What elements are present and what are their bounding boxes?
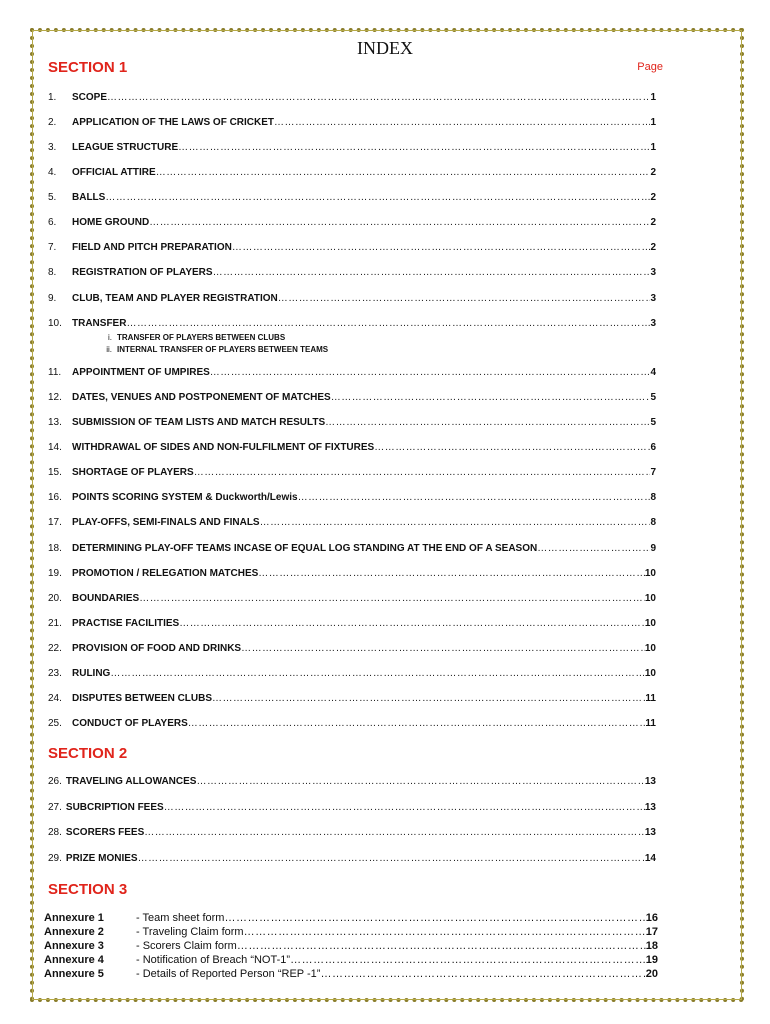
entry-number: 28. — [48, 827, 62, 838]
toc-entry — [48, 802, 656, 816]
entry-number: 19. — [48, 568, 62, 579]
entry-page: 14 — [644, 853, 656, 864]
entry-number: 13. — [48, 417, 62, 428]
dot-leader — [107, 92, 650, 103]
toc-entry — [48, 668, 656, 682]
toc-entry — [48, 442, 656, 456]
dot-leader — [179, 618, 645, 629]
entry-page: 10 — [644, 668, 656, 679]
toc-entry — [48, 92, 656, 106]
entry-label: RULING — [72, 668, 111, 679]
entry-number: 29. — [48, 853, 62, 864]
toc-entry — [48, 242, 656, 256]
entry-page: 13 — [644, 802, 656, 813]
annexure-label: Annexure 5 — [44, 968, 104, 980]
entry-number: 9. — [48, 293, 57, 304]
entry-page: 2 — [650, 167, 656, 178]
annexure-page: 19 — [645, 954, 658, 966]
entry-number: 17. — [48, 517, 62, 528]
entry-page: 1 — [650, 117, 656, 128]
dot-leader — [241, 643, 645, 654]
entry-page: 13 — [644, 776, 656, 787]
subitem-label: TRANSFER OF PLAYERS BETWEEN CLUBS — [117, 333, 286, 342]
annexure-label: Annexure 3 — [44, 940, 104, 952]
entry-label: HOME GROUND — [72, 217, 150, 228]
entry-number: 2. — [48, 117, 57, 128]
entry-number: 4. — [48, 167, 57, 178]
entry-number: 14. — [48, 442, 62, 453]
entry-number: 1. — [48, 92, 57, 103]
entry-page: 1 — [650, 142, 656, 153]
entry-number: 10. — [48, 318, 62, 329]
section-2-heading: SECTION 2 — [48, 745, 128, 762]
entry-label: PROVISION OF FOOD AND DRINKS — [72, 643, 242, 654]
dot-leader — [232, 242, 651, 253]
dot-leader — [331, 392, 651, 403]
entry-number: 16. — [48, 492, 62, 503]
toc-entry — [48, 217, 656, 231]
entry-number: 18. — [48, 543, 62, 554]
dot-leader — [110, 668, 645, 679]
entry-label: TRAVELING ALLOWANCES — [65, 776, 197, 787]
dot-leader — [164, 802, 645, 813]
annexure-entry — [44, 954, 658, 968]
toc-entry — [48, 568, 656, 582]
entry-number: 8. — [48, 267, 57, 278]
entry-label: WITHDRAWAL OF SIDES AND NON-FULFILMENT OF FIXTURES — [72, 442, 375, 453]
entry-page: 10 — [644, 568, 656, 579]
entry-number: 11. — [48, 367, 62, 378]
toc-entry — [48, 167, 656, 181]
annexure-description: - Traveling Claim form — [136, 926, 244, 938]
dot-leader — [290, 954, 646, 966]
annexure-label: Annexure 4 — [44, 954, 104, 966]
page-column-heading: Page — [637, 61, 663, 73]
dot-leader — [156, 167, 651, 178]
entry-label: POINTS SCORING SYSTEM & Duckworth/Lewis — [72, 492, 298, 503]
dot-leader — [149, 217, 650, 228]
entry-label: SUBMISSION OF TEAM LISTS AND MATCH RESULTS — [72, 417, 326, 428]
entry-number: 21. — [48, 618, 62, 629]
entry-label: PRIZE MONIES — [65, 853, 138, 864]
dot-leader — [138, 853, 645, 864]
entry-number: 20. — [48, 593, 62, 604]
toc-entry — [48, 293, 656, 307]
toc-entry — [48, 693, 656, 707]
entry-page: 8 — [650, 517, 656, 528]
entry-page: 2 — [650, 217, 656, 228]
toc-entry — [48, 593, 656, 607]
toc-entry — [48, 192, 656, 206]
entry-label: APPOINTMENT OF UMPIRES — [72, 367, 210, 378]
entry-number: 27. — [48, 802, 62, 813]
annexure-entry — [44, 926, 658, 940]
toc-entry — [48, 827, 656, 841]
toc-entry — [48, 267, 656, 281]
toc-entry — [48, 142, 656, 156]
dot-leader — [105, 192, 650, 203]
dot-leader — [194, 467, 651, 478]
annexure-page: 18 — [645, 940, 658, 952]
toc-entry — [48, 718, 656, 732]
entry-number: 12. — [48, 392, 62, 403]
dot-leader — [126, 318, 650, 329]
entry-page: 7 — [650, 467, 656, 478]
entry-label: APPLICATION OF THE LAWS OF CRICKET — [72, 117, 275, 128]
entry-number: 6. — [48, 217, 57, 228]
annexure-description: - Scorers Claim form — [136, 940, 237, 952]
annexure-description: - Team sheet form — [136, 912, 225, 924]
entry-page: 9 — [650, 543, 656, 554]
entry-page: 3 — [650, 318, 656, 329]
dot-leader — [237, 940, 646, 952]
entry-number: 7. — [48, 242, 57, 253]
toc-entry — [48, 417, 656, 431]
toc-entry — [48, 618, 656, 632]
entry-number: 24. — [48, 693, 62, 704]
toc-entry — [48, 117, 656, 131]
dot-leader — [374, 442, 650, 453]
entry-label: SUBCRIPTION FEES — [65, 802, 164, 813]
section-3-heading: SECTION 3 — [48, 881, 128, 898]
entry-page: 3 — [650, 267, 656, 278]
entry-page: 2 — [650, 192, 656, 203]
entry-label: DATES, VENUES AND POSTPONEMENT OF MATCHES — [72, 392, 331, 403]
entry-label: CLUB, TEAM AND PLAYER REGISTRATION — [72, 293, 278, 304]
dot-leader — [213, 267, 651, 278]
entry-page: 13 — [644, 827, 656, 838]
entry-label: FIELD AND PITCH PREPARATION — [72, 242, 232, 253]
dot-leader — [278, 293, 651, 304]
dot-leader — [210, 367, 651, 378]
transfer-subitem — [92, 333, 285, 342]
entry-label: SCORERS FEES — [65, 827, 145, 838]
entry-page: 2 — [650, 242, 656, 253]
dot-leader — [258, 568, 645, 579]
entry-label: LEAGUE STRUCTURE — [72, 142, 179, 153]
entry-number: 3. — [48, 142, 57, 153]
toc-entry — [48, 367, 656, 381]
entry-label: BOUNDARIES — [72, 593, 140, 604]
subitem-label: INTERNAL TRANSFER OF PLAYERS BETWEEN TEAMS — [117, 345, 329, 354]
entry-page: 11 — [645, 693, 656, 704]
annexure-label: Annexure 1 — [44, 912, 104, 924]
entry-page: 8 — [650, 492, 656, 503]
transfer-subitem — [92, 345, 328, 354]
dot-leader — [244, 926, 646, 938]
page-title: INDEX — [357, 38, 413, 58]
dot-leader — [274, 117, 650, 128]
entry-page: 5 — [650, 417, 656, 428]
section-1-heading: SECTION 1 — [48, 59, 128, 76]
entry-number: 22. — [48, 643, 62, 654]
toc-entry — [48, 467, 656, 481]
entry-number: 25. — [48, 718, 62, 729]
toc-entry — [48, 392, 656, 406]
entry-label: SHORTAGE OF PLAYERS — [72, 467, 194, 478]
toc-entry — [48, 517, 656, 531]
annexure-page: 17 — [645, 926, 658, 938]
entry-number: 23. — [48, 668, 62, 679]
entry-number: 15. — [48, 467, 62, 478]
entry-number: 5. — [48, 192, 57, 203]
annexure-entry — [44, 940, 658, 954]
annexure-entry — [44, 968, 658, 982]
dot-leader — [325, 417, 650, 428]
toc-entry — [48, 853, 656, 867]
dot-leader — [298, 492, 651, 503]
annexure-description: - Notification of Breach “NOT-1” — [136, 954, 291, 966]
entry-label: CONDUCT OF PLAYERS — [72, 718, 188, 729]
entry-label: REGISTRATION OF PLAYERS — [72, 267, 213, 278]
entry-page: 10 — [644, 593, 656, 604]
toc-entry — [48, 318, 656, 332]
annexure-description: - Details of Reported Person “REP -1” — [136, 968, 321, 980]
entry-page: 6 — [650, 442, 656, 453]
dot-leader — [212, 693, 645, 704]
dot-leader — [188, 718, 646, 729]
entry-label: SCOPE — [72, 92, 108, 103]
entry-page: 3 — [650, 293, 656, 304]
toc-entry — [48, 492, 656, 506]
subitem-number: i. — [108, 333, 112, 342]
dot-leader — [144, 827, 645, 838]
entry-label: PLAY-OFFS, SEMI-FINALS AND FINALS — [72, 517, 260, 528]
entry-page: 11 — [645, 718, 656, 729]
entry-label: DISPUTES BETWEEN CLUBS — [72, 693, 213, 704]
entry-label: PROMOTION / RELEGATION MATCHES — [72, 568, 259, 579]
annexure-label: Annexure 2 — [44, 926, 104, 938]
annexure-page: 16 — [645, 912, 658, 924]
entry-page: 5 — [650, 392, 656, 403]
dot-leader — [139, 593, 645, 604]
dot-leader — [224, 912, 645, 924]
entry-number: 26. — [48, 776, 62, 787]
entry-page: 10 — [644, 618, 656, 629]
entry-page: 1 — [650, 92, 656, 103]
annexure-page: 20 — [645, 968, 658, 980]
entry-label: BALLS — [72, 192, 106, 203]
dot-leader — [178, 142, 650, 153]
entry-page: 4 — [650, 367, 656, 378]
dot-leader — [320, 968, 645, 980]
entry-label: DETERMINING PLAY-OFF TEAMS INCASE OF EQUAL LOG STANDING AT THE END OF A SEASON — [72, 543, 538, 554]
entry-page: 10 — [644, 643, 656, 654]
entry-label: PRACTISE FACILITIES — [72, 618, 180, 629]
dot-leader — [260, 517, 651, 528]
toc-entry — [48, 543, 656, 557]
subitem-number: ii. — [106, 345, 112, 354]
entry-label: TRANSFER — [72, 318, 127, 329]
annexure-entry — [44, 912, 658, 926]
dot-leader — [196, 776, 644, 787]
dot-leader — [537, 543, 650, 554]
toc-entry — [48, 776, 656, 790]
toc-entry — [48, 643, 656, 657]
entry-label: OFFICIAL ATTIRE — [72, 167, 156, 178]
